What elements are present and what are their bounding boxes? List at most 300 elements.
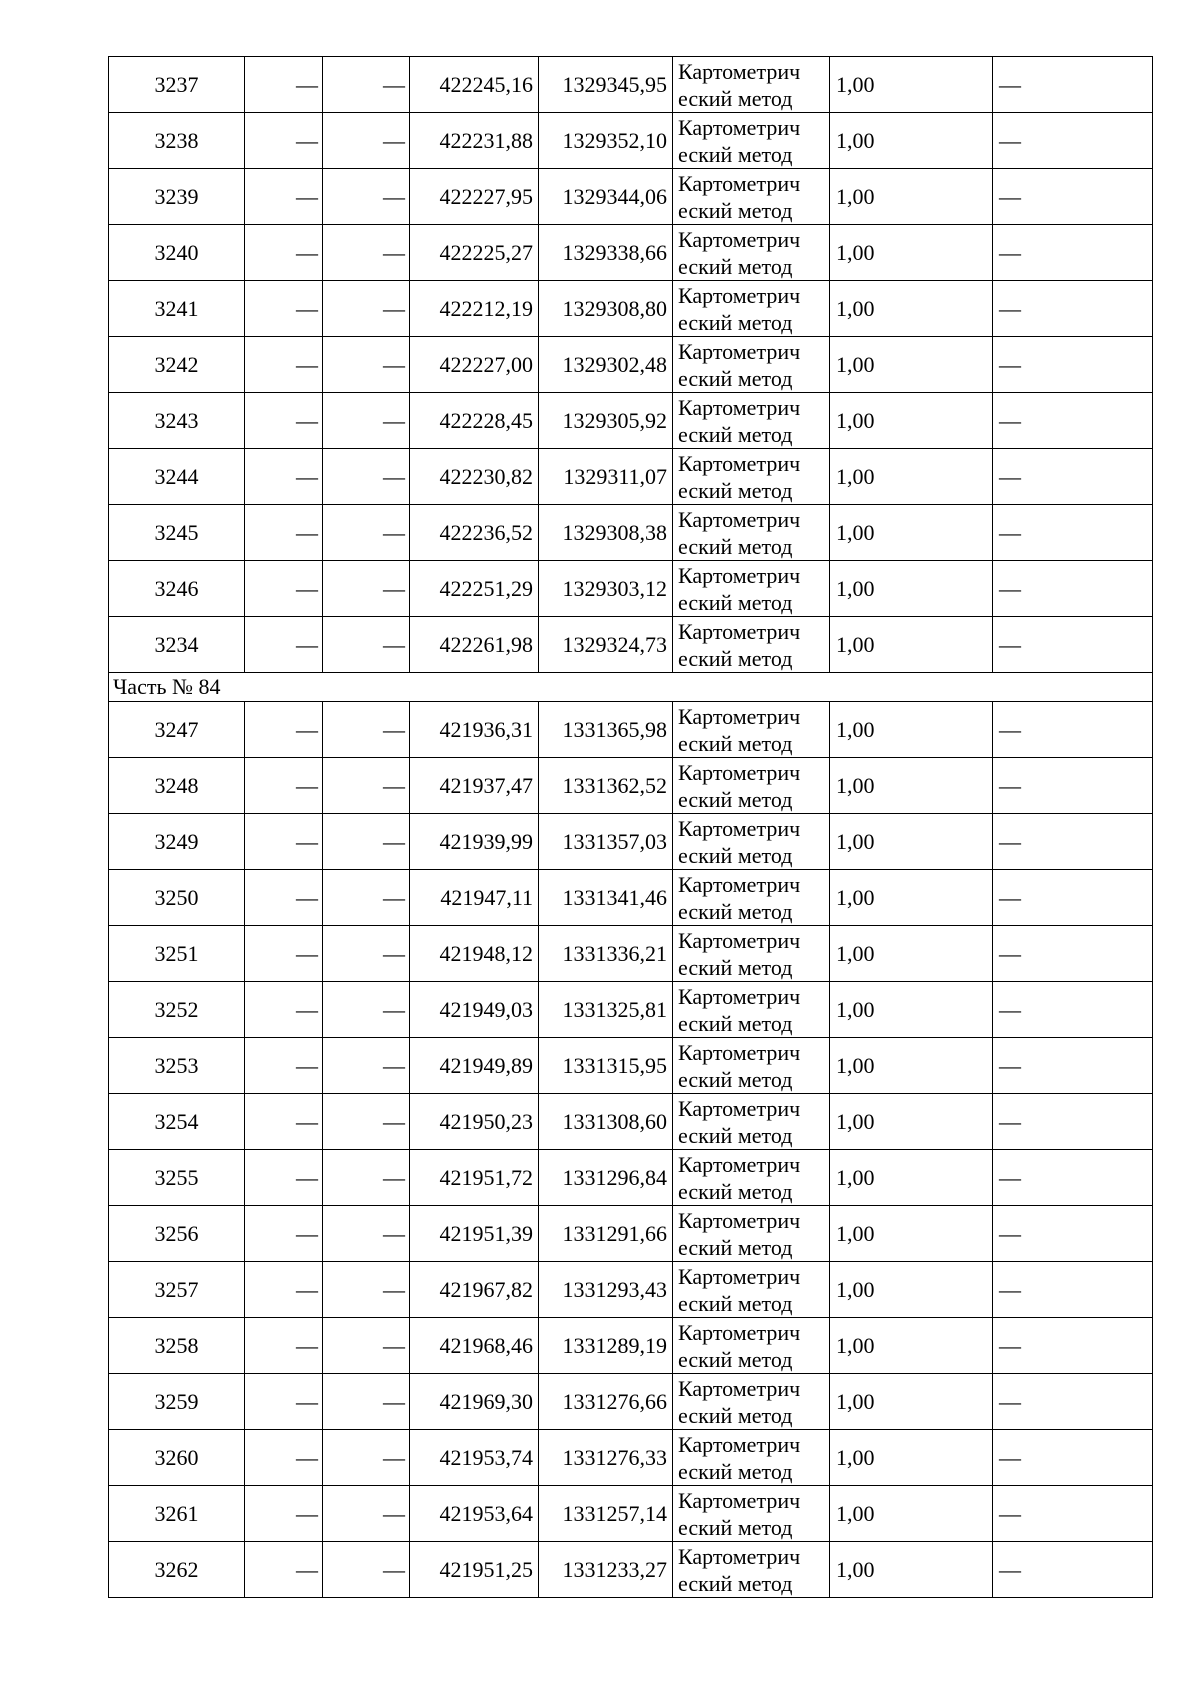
accuracy-cell: 1,00	[830, 1150, 993, 1206]
table-row	[109, 926, 1153, 982]
accuracy-cell: 1,00	[830, 1206, 993, 1262]
method-line-2: еский метод	[678, 1514, 793, 1540]
description-cell: —	[993, 814, 1153, 870]
x-coordinate-cell: 421953,74	[410, 1430, 539, 1486]
accuracy-cell: 1,00	[830, 57, 993, 113]
point-number-cell: 3257	[109, 1262, 245, 1318]
method-cell	[673, 1430, 830, 1486]
method-line-2: еский метод	[678, 309, 793, 335]
empty-dash-cell: —	[245, 1262, 323, 1318]
x-coordinate-cell: 421949,89	[410, 1038, 539, 1094]
method-cell	[673, 113, 830, 169]
x-coordinate-cell: 421949,03	[410, 982, 539, 1038]
x-coordinate-cell: 421969,30	[410, 1374, 539, 1430]
x-coordinate-cell: 421951,39	[410, 1206, 539, 1262]
method-line-1: Картометрич	[678, 1319, 801, 1345]
method-line-2: еский метод	[678, 253, 793, 279]
table-row	[109, 1038, 1153, 1094]
point-number-cell: 3239	[109, 169, 245, 225]
method-cell	[673, 982, 830, 1038]
table-row	[109, 1262, 1153, 1318]
table-row	[109, 1150, 1153, 1206]
empty-dash-cell: —	[323, 505, 410, 561]
point-number-cell: 3258	[109, 1318, 245, 1374]
method-line-1: Картометрич	[678, 450, 801, 476]
empty-dash-cell: —	[245, 1486, 323, 1542]
table-row	[109, 982, 1153, 1038]
x-coordinate-cell: 421937,47	[410, 758, 539, 814]
y-coordinate-cell: 1331291,66	[539, 1206, 673, 1262]
y-coordinate-cell: 1331296,84	[539, 1150, 673, 1206]
accuracy-cell: 1,00	[830, 1318, 993, 1374]
empty-dash-cell: —	[245, 505, 323, 561]
method-line-2: еский метод	[678, 141, 793, 167]
empty-dash-cell: —	[245, 169, 323, 225]
method-line-1: Картометрич	[678, 226, 801, 252]
empty-dash-cell: —	[245, 1206, 323, 1262]
method-line-2: еский метод	[678, 1066, 793, 1092]
empty-dash-cell: —	[323, 926, 410, 982]
empty-dash-cell: —	[245, 758, 323, 814]
accuracy-cell: 1,00	[830, 113, 993, 169]
table-row	[109, 1486, 1153, 1542]
description-cell: —	[993, 505, 1153, 561]
empty-dash-cell: —	[245, 1150, 323, 1206]
method-line-1: Картометрич	[678, 506, 801, 532]
point-number-cell: 3262	[109, 1542, 245, 1598]
method-cell	[673, 225, 830, 281]
empty-dash-cell: —	[323, 1150, 410, 1206]
table-row	[109, 1318, 1153, 1374]
method-line-2: еский метод	[678, 197, 793, 223]
empty-dash-cell: —	[323, 225, 410, 281]
x-coordinate-cell: 421968,46	[410, 1318, 539, 1374]
method-line-2: еский метод	[678, 1234, 793, 1260]
y-coordinate-cell: 1331276,66	[539, 1374, 673, 1430]
method-line-2: еский метод	[678, 1346, 793, 1372]
x-coordinate-cell: 421947,11	[410, 870, 539, 926]
method-line-1: Картометрич	[678, 1207, 801, 1233]
description-cell: —	[993, 1150, 1153, 1206]
point-number-cell: 3245	[109, 505, 245, 561]
point-number-cell: 3247	[109, 702, 245, 758]
point-number-cell: 3240	[109, 225, 245, 281]
method-cell	[673, 702, 830, 758]
y-coordinate-cell: 1331276,33	[539, 1430, 673, 1486]
y-coordinate-cell: 1331325,81	[539, 982, 673, 1038]
accuracy-cell: 1,00	[830, 758, 993, 814]
description-cell: —	[993, 561, 1153, 617]
description-cell: —	[993, 617, 1153, 673]
x-coordinate-cell: 422261,98	[410, 617, 539, 673]
x-coordinate-cell: 422212,19	[410, 281, 539, 337]
table-row	[109, 561, 1153, 617]
empty-dash-cell: —	[245, 702, 323, 758]
point-number-cell: 3238	[109, 113, 245, 169]
accuracy-cell: 1,00	[830, 393, 993, 449]
table-row	[109, 1430, 1153, 1486]
empty-dash-cell: —	[245, 113, 323, 169]
accuracy-cell: 1,00	[830, 1094, 993, 1150]
description-cell: —	[993, 337, 1153, 393]
point-number-cell: 3237	[109, 57, 245, 113]
empty-dash-cell: —	[245, 1374, 323, 1430]
x-coordinate-cell: 422227,95	[410, 169, 539, 225]
method-line-1: Картометрич	[678, 703, 801, 729]
x-coordinate-cell: 421948,12	[410, 926, 539, 982]
x-coordinate-cell: 422227,00	[410, 337, 539, 393]
empty-dash-cell: —	[245, 1430, 323, 1486]
empty-dash-cell: —	[323, 1038, 410, 1094]
y-coordinate-cell: 1329352,10	[539, 113, 673, 169]
method-line-1: Картометрич	[678, 562, 801, 588]
method-line-1: Картометрич	[678, 759, 801, 785]
accuracy-cell: 1,00	[830, 169, 993, 225]
empty-dash-cell: —	[323, 393, 410, 449]
point-number-cell: 3242	[109, 337, 245, 393]
y-coordinate-cell: 1329344,06	[539, 169, 673, 225]
description-cell: —	[993, 449, 1153, 505]
empty-dash-cell: —	[323, 1486, 410, 1542]
empty-dash-cell: —	[323, 982, 410, 1038]
method-cell	[673, 449, 830, 505]
table-row	[109, 449, 1153, 505]
empty-dash-cell: —	[323, 337, 410, 393]
accuracy-cell: 1,00	[830, 1038, 993, 1094]
method-line-2: еский метод	[678, 1178, 793, 1204]
x-coordinate-cell: 422231,88	[410, 113, 539, 169]
description-cell: —	[993, 169, 1153, 225]
accuracy-cell: 1,00	[830, 926, 993, 982]
y-coordinate-cell: 1331289,19	[539, 1318, 673, 1374]
table-row	[109, 1094, 1153, 1150]
table-row	[109, 1374, 1153, 1430]
empty-dash-cell: —	[245, 225, 323, 281]
description-cell: —	[993, 1206, 1153, 1262]
y-coordinate-cell: 1329303,12	[539, 561, 673, 617]
x-coordinate-cell: 422230,82	[410, 449, 539, 505]
point-number-cell: 3244	[109, 449, 245, 505]
description-cell: —	[993, 1038, 1153, 1094]
table-row	[109, 169, 1153, 225]
description-cell: —	[993, 1262, 1153, 1318]
description-cell: —	[993, 1094, 1153, 1150]
method-line-1: Картометрич	[678, 983, 801, 1009]
method-cell	[673, 1262, 830, 1318]
y-coordinate-cell: 1329345,95	[539, 57, 673, 113]
part-label: Часть № 84	[109, 673, 1153, 702]
empty-dash-cell: —	[245, 281, 323, 337]
point-number-cell: 3243	[109, 393, 245, 449]
method-cell	[673, 561, 830, 617]
accuracy-cell: 1,00	[830, 281, 993, 337]
y-coordinate-cell: 1329302,48	[539, 337, 673, 393]
method-line-1: Картометрич	[678, 114, 801, 140]
description-cell: —	[993, 1430, 1153, 1486]
y-coordinate-cell: 1331293,43	[539, 1262, 673, 1318]
point-number-cell: 3249	[109, 814, 245, 870]
empty-dash-cell: —	[323, 1262, 410, 1318]
empty-dash-cell: —	[245, 870, 323, 926]
method-line-1: Картометрич	[678, 1263, 801, 1289]
table-row	[109, 758, 1153, 814]
table-row	[109, 1206, 1153, 1262]
description-cell: —	[993, 758, 1153, 814]
y-coordinate-cell: 1331357,03	[539, 814, 673, 870]
table-row	[109, 505, 1153, 561]
empty-dash-cell: —	[323, 1318, 410, 1374]
empty-dash-cell: —	[323, 617, 410, 673]
accuracy-cell: 1,00	[830, 1262, 993, 1318]
accuracy-cell: 1,00	[830, 1374, 993, 1430]
empty-dash-cell: —	[323, 1430, 410, 1486]
description-cell: —	[993, 1318, 1153, 1374]
x-coordinate-cell: 422236,52	[410, 505, 539, 561]
y-coordinate-cell: 1331233,27	[539, 1542, 673, 1598]
point-number-cell: 3259	[109, 1374, 245, 1430]
point-number-cell: 3241	[109, 281, 245, 337]
point-number-cell: 3234	[109, 617, 245, 673]
empty-dash-cell: —	[245, 1094, 323, 1150]
y-coordinate-cell: 1331315,95	[539, 1038, 673, 1094]
method-line-1: Картометрич	[678, 338, 801, 364]
x-coordinate-cell: 421951,25	[410, 1542, 539, 1598]
x-coordinate-cell: 422225,27	[410, 225, 539, 281]
x-coordinate-cell: 422251,29	[410, 561, 539, 617]
empty-dash-cell: —	[323, 113, 410, 169]
method-cell	[673, 57, 830, 113]
accuracy-cell: 1,00	[830, 505, 993, 561]
coordinates-table	[108, 56, 1153, 1598]
accuracy-cell: 1,00	[830, 1486, 993, 1542]
description-cell: —	[993, 702, 1153, 758]
table-row	[109, 225, 1153, 281]
table-row	[109, 814, 1153, 870]
method-cell	[673, 1486, 830, 1542]
accuracy-cell: 1,00	[830, 561, 993, 617]
method-cell	[673, 281, 830, 337]
y-coordinate-cell: 1329338,66	[539, 225, 673, 281]
method-line-2: еский метод	[678, 85, 793, 111]
table-row	[109, 113, 1153, 169]
method-line-2: еский метод	[678, 1290, 793, 1316]
table-row	[109, 1542, 1153, 1598]
description-cell: —	[993, 1542, 1153, 1598]
method-cell	[673, 505, 830, 561]
method-cell	[673, 169, 830, 225]
method-line-1: Картометрич	[678, 1431, 801, 1457]
empty-dash-cell: —	[245, 617, 323, 673]
empty-dash-cell: —	[323, 57, 410, 113]
x-coordinate-cell: 421939,99	[410, 814, 539, 870]
method-cell	[673, 926, 830, 982]
method-line-2: еский метод	[678, 898, 793, 924]
point-number-cell: 3253	[109, 1038, 245, 1094]
x-coordinate-cell: 421950,23	[410, 1094, 539, 1150]
method-line-1: Картометрич	[678, 1151, 801, 1177]
accuracy-cell: 1,00	[830, 1430, 993, 1486]
method-line-1: Картометрич	[678, 1039, 801, 1065]
method-line-1: Картометрич	[678, 282, 801, 308]
empty-dash-cell: —	[323, 169, 410, 225]
empty-dash-cell: —	[323, 814, 410, 870]
method-line-1: Картометрич	[678, 618, 801, 644]
empty-dash-cell: —	[245, 1038, 323, 1094]
method-cell	[673, 1318, 830, 1374]
description-cell: —	[993, 393, 1153, 449]
empty-dash-cell: —	[245, 814, 323, 870]
method-cell	[673, 1038, 830, 1094]
description-cell: —	[993, 1374, 1153, 1430]
method-line-1: Картометрич	[678, 170, 801, 196]
method-line-1: Картометрич	[678, 58, 801, 84]
point-number-cell: 3250	[109, 870, 245, 926]
description-cell: —	[993, 281, 1153, 337]
empty-dash-cell: —	[245, 561, 323, 617]
method-line-2: еский метод	[678, 1570, 793, 1596]
x-coordinate-cell: 422245,16	[410, 57, 539, 113]
empty-dash-cell: —	[323, 449, 410, 505]
method-cell	[673, 870, 830, 926]
method-line-2: еский метод	[678, 954, 793, 980]
method-line-1: Картометрич	[678, 394, 801, 420]
empty-dash-cell: —	[245, 1542, 323, 1598]
table-row	[109, 702, 1153, 758]
y-coordinate-cell: 1331336,21	[539, 926, 673, 982]
y-coordinate-cell: 1331308,60	[539, 1094, 673, 1150]
method-line-2: еский метод	[678, 533, 793, 559]
method-line-2: еский метод	[678, 730, 793, 756]
method-cell	[673, 1542, 830, 1598]
method-line-2: еский метод	[678, 842, 793, 868]
y-coordinate-cell: 1329308,80	[539, 281, 673, 337]
empty-dash-cell: —	[323, 702, 410, 758]
description-cell: —	[993, 57, 1153, 113]
accuracy-cell: 1,00	[830, 702, 993, 758]
method-cell	[673, 1206, 830, 1262]
y-coordinate-cell: 1329311,07	[539, 449, 673, 505]
accuracy-cell: 1,00	[830, 870, 993, 926]
method-cell	[673, 337, 830, 393]
method-line-2: еский метод	[678, 589, 793, 615]
table-body	[109, 57, 1153, 1598]
empty-dash-cell: —	[323, 1094, 410, 1150]
empty-dash-cell: —	[245, 982, 323, 1038]
point-number-cell: 3254	[109, 1094, 245, 1150]
y-coordinate-cell: 1331362,52	[539, 758, 673, 814]
method-line-1: Картометрич	[678, 1487, 801, 1513]
part-header-row	[109, 673, 1153, 702]
accuracy-cell: 1,00	[830, 1542, 993, 1598]
x-coordinate-cell: 421967,82	[410, 1262, 539, 1318]
y-coordinate-cell: 1329305,92	[539, 393, 673, 449]
accuracy-cell: 1,00	[830, 814, 993, 870]
method-cell	[673, 617, 830, 673]
accuracy-cell: 1,00	[830, 617, 993, 673]
empty-dash-cell: —	[245, 926, 323, 982]
y-coordinate-cell: 1331365,98	[539, 702, 673, 758]
method-line-2: еский метод	[678, 365, 793, 391]
empty-dash-cell: —	[245, 393, 323, 449]
empty-dash-cell: —	[245, 337, 323, 393]
y-coordinate-cell: 1331257,14	[539, 1486, 673, 1542]
method-line-1: Картометрич	[678, 1375, 801, 1401]
y-coordinate-cell: 1329324,73	[539, 617, 673, 673]
y-coordinate-cell: 1329308,38	[539, 505, 673, 561]
method-line-1: Картометрич	[678, 871, 801, 897]
y-coordinate-cell: 1331341,46	[539, 870, 673, 926]
accuracy-cell: 1,00	[830, 449, 993, 505]
point-number-cell: 3261	[109, 1486, 245, 1542]
table-row	[109, 281, 1153, 337]
table-row	[109, 393, 1153, 449]
method-line-2: еский метод	[678, 1122, 793, 1148]
point-number-cell: 3246	[109, 561, 245, 617]
point-number-cell: 3251	[109, 926, 245, 982]
method-line-2: еский метод	[678, 1458, 793, 1484]
accuracy-cell: 1,00	[830, 337, 993, 393]
method-cell	[673, 1150, 830, 1206]
empty-dash-cell: —	[245, 57, 323, 113]
empty-dash-cell: —	[323, 1374, 410, 1430]
method-line-1: Картометрич	[678, 927, 801, 953]
method-line-1: Картометрич	[678, 815, 801, 841]
method-line-2: еский метод	[678, 421, 793, 447]
point-number-cell: 3252	[109, 982, 245, 1038]
point-number-cell: 3255	[109, 1150, 245, 1206]
method-line-1: Картометрич	[678, 1543, 801, 1569]
empty-dash-cell: —	[323, 758, 410, 814]
x-coordinate-cell: 421953,64	[410, 1486, 539, 1542]
empty-dash-cell: —	[323, 561, 410, 617]
method-line-1: Картометрич	[678, 1095, 801, 1121]
method-line-2: еский метод	[678, 477, 793, 503]
point-number-cell: 3248	[109, 758, 245, 814]
description-cell: —	[993, 225, 1153, 281]
accuracy-cell: 1,00	[830, 225, 993, 281]
x-coordinate-cell: 421951,72	[410, 1150, 539, 1206]
table-row	[109, 870, 1153, 926]
method-line-2: еский метод	[678, 786, 793, 812]
method-cell	[673, 1094, 830, 1150]
x-coordinate-cell: 421936,31	[410, 702, 539, 758]
table-row	[109, 57, 1153, 113]
x-coordinate-cell: 422228,45	[410, 393, 539, 449]
description-cell: —	[993, 113, 1153, 169]
method-line-2: еский метод	[678, 645, 793, 671]
table-row	[109, 337, 1153, 393]
accuracy-cell: 1,00	[830, 982, 993, 1038]
table-row	[109, 617, 1153, 673]
point-number-cell: 3256	[109, 1206, 245, 1262]
method-line-2: еский метод	[678, 1010, 793, 1036]
method-line-2: еский метод	[678, 1402, 793, 1428]
description-cell: —	[993, 982, 1153, 1038]
method-cell	[673, 814, 830, 870]
empty-dash-cell: —	[323, 1542, 410, 1598]
method-cell	[673, 393, 830, 449]
description-cell: —	[993, 870, 1153, 926]
method-cell	[673, 758, 830, 814]
empty-dash-cell: —	[323, 1206, 410, 1262]
empty-dash-cell: —	[245, 1318, 323, 1374]
empty-dash-cell: —	[245, 449, 323, 505]
empty-dash-cell: —	[323, 281, 410, 337]
method-cell	[673, 1374, 830, 1430]
description-cell: —	[993, 1486, 1153, 1542]
empty-dash-cell: —	[323, 870, 410, 926]
point-number-cell: 3260	[109, 1430, 245, 1486]
